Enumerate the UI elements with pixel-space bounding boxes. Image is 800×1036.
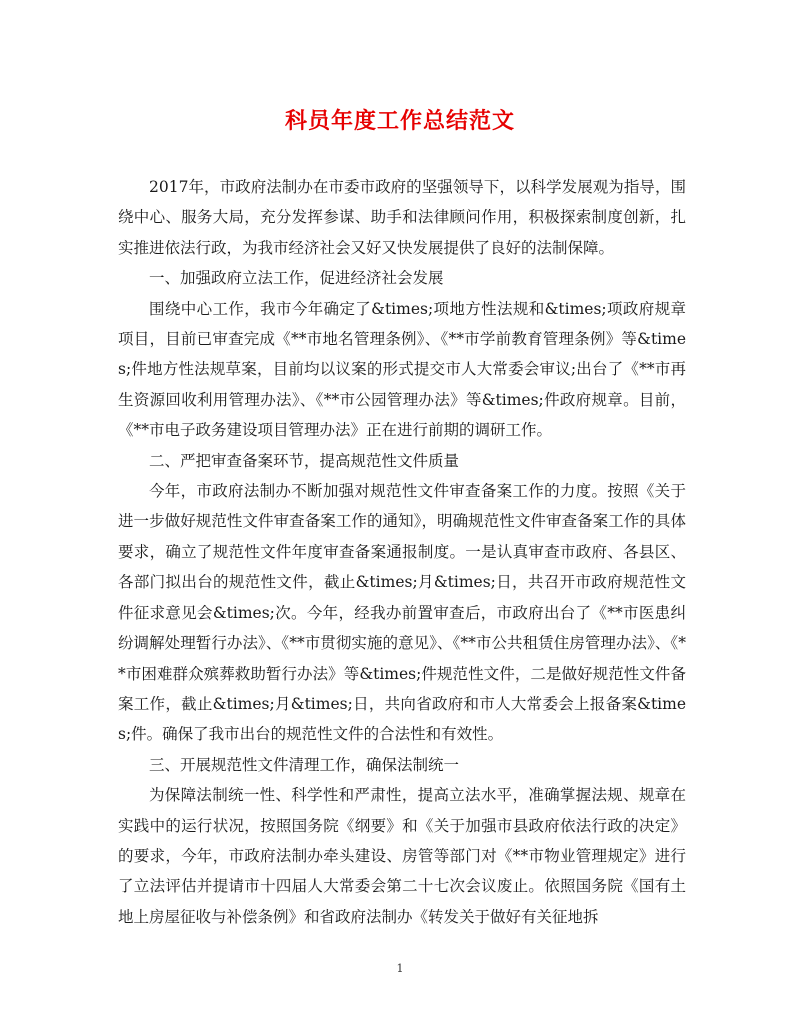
page-number: 1 <box>396 962 404 975</box>
section-heading-3: 三、开展规范性文件清理工作，确保法制统一 <box>149 755 460 774</box>
paragraph-intro: 2017年，市政府法制办在市委市政府的坚强领导下，以科学发展观为指导，围绕中心、服务大局，充分发挥参谋、助手和法律顾问作用，积极探索制度创新，扎实推进依法行政，为我市经济社会又好又快发展提供了良好的法制保障。 <box>118 178 686 257</box>
section-heading-1: 一、加强政府立法工作，促进经济社会发展 <box>149 269 444 288</box>
document-title: 科员年度工作总结范文 <box>284 108 515 134</box>
paragraph-legislation: 围绕中心工作，我市今年确定了&times;项地方性法规和&times;项政府规章项目，目前已审查完成《**市地名管理条例》、《**市学前教育管理条例》等&times;件地方性法规草案，目前均以议案的形式提交市人大常委会审议;出台了《**市再生资源回收利用管理办法》、《**市公园管理办法》等&times;件政府规章。目前，《**市电子政务建设项目管理办法》正在进行前期的调研工作。 <box>118 299 686 440</box>
section-heading-2: 二、严把审查备案环节，提高规范性文件质量 <box>149 451 460 470</box>
paragraph-cleanup: 为保障法制统一性、科学性和严肃性，提高立法水平，准确掌握法规、规章在实践中的运行状况，按照国务院《纲要》和《关于加强市县政府依法行政的决定》的要求，今年，市政府法制办牵头建设、房管等部门对《**市物业管理规定》进行了立法评估并提请市十四届人大常委会第二十七次会议废止。依照国务院《国有土地上房屋征收与补偿条例》和省政府法制办《转发关于做好有关征地拆 <box>118 786 686 926</box>
paragraph-review-filing: 今年，市政府法制办不断加强对规范性文件审查备案工作的力度。按照《关于进一步做好规范性文件审查备案工作的通知》，明确规范性文件审查备案工作的具体要求，确立了规范性文件年度审查备案通报制度。一是认真审查市政府、各县区、各部门拟出台的规范性文件，截止&times;月&times;日，共召开市政府规范性文件征求意见会&times;次。今年，经我办前置审查后，市政府出台了《**市医患纠纷调解处理暂行办法》、《**市贯彻实施的意见》、《**市公共租赁住房管理办法》、《**市困难群众殡葬救助暂行办法》等&times;件规范性文件，二是做好规范性文件备案工作，截止&times;月&times;日，共向省政府和市人大常委会上报备案&times;件。确保了我市出台的规范性文件的合法性和有效性。 <box>118 482 686 744</box>
document-body <box>118 172 686 932</box>
